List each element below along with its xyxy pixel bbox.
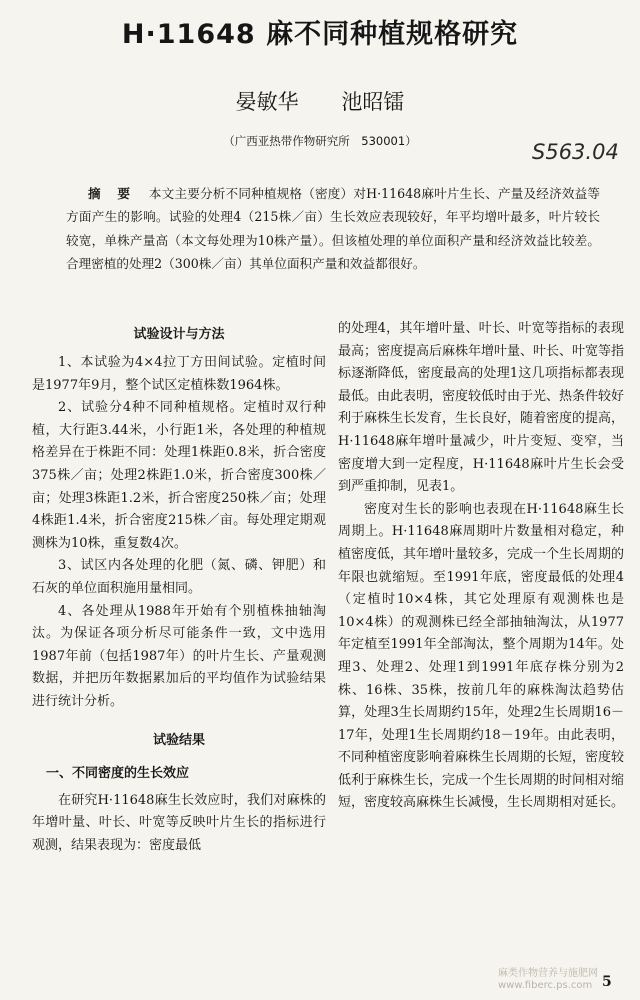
paragraph: 密度对生长的影响也表现在H·11648麻生长周期上。H·11648麻周期叶片数量相对稳定，种植密度低，其年增叶量较多，完成一个生长周期的年限也就缩短。至1991年底，密度最低的处理4（定植时10×4株，其它处理原有观测株也是10×4株）的观测株已经全部抽轴淘汰，从1977年定植至1991年全部淘汰，整个周期为14年。处理3、处理2、处理1到1991年底存株分别为2株、16株、35株，按前几年的麻株淘汰趋势估算，处理3生长周期约15年，处理2生长周期16－17年，处理1生长周期约18－19年。由此表明，不同种植密度影响着麻株生长周期的长短，密度较低利于麻株生长，完成一个生长周期的时间相对缩短，密度较高麻株生长减慢，生长周期相对延长。 [338, 501, 625, 811]
watermark-line: 麻类作物营养与施肥网 [498, 968, 598, 979]
paragraph: 的处理4，其年增叶量、叶长、叶宽等指标的表现最高；密度提高后麻株年增叶量、叶长、叶宽等指标逐渐降低，密度最高的处理1这几项指标都表现最低。由此表明，密度较低时由于光、热条件较好利于麻株生长发育，生长良好，随着密度的提高，H·11648麻年增叶量减少，叶片变短、变窄，当密度增大到一定程度，H·11648麻叶片生长会受到严重抑制，见表1。 [338, 321, 625, 495]
watermark [498, 968, 598, 992]
handwritten-classification-note: S563.04 [532, 140, 619, 164]
page-number: 5 [602, 974, 612, 990]
paragraph: 3、试区内各处理的化肥（氮、磷、钾肥）和石灰的单位面积施用量相同。 [32, 558, 326, 596]
watermark-url: www.fiberc.ps.com [498, 980, 593, 991]
paragraph: 4、各处理从1988年开始有个别植株抽轴淘汰。为保证各项分析尽可能条件一致，文中选用1987年前（包括1987年）的叶片生长、产量观测数据，并把历年数据累加后的平均值作为试验结果进行统计分析。 [32, 603, 326, 709]
paragraph: 在研究H·11648麻生长效应时，我们对麻株的年增叶量、叶长、叶宽等反映叶片生长的指标进行观测，结果表现为：密度最低 [32, 792, 326, 853]
subsection-heading-growth: 一、不同密度的生长效应 [46, 765, 190, 781]
paragraph: 1、本试验为4×4拉丁方田间试验。定植时间是1977年9月，整个试区定植株数1964株。 [32, 355, 326, 393]
abstract-label: 摘 要 [88, 186, 137, 201]
author-affiliation: （广西亚热带作物研究所 530001） [223, 134, 417, 148]
paper-title: H·11648 麻不同种植规格研究 [121, 19, 519, 50]
paragraph: 2、试验分4种不同种植规格。定植时双行种植，大行距3.44米，小行距1米，各处理的种植规格差异在于株距不同：处理1株距0.8米，折合密度375株／亩；处理2株距1.0米，折合密度300株／亩；处理3株距1.2米，折合密度250株／亩；处理4株距1.4米，折合密度215株／亩。每处理定期观测株为10株，重复数4次。 [32, 400, 326, 551]
abstract [66, 182, 600, 276]
left-column [32, 318, 326, 857]
abstract-text: 本文主要分析不同种植规格（密度）对H·11648麻叶片生长、产量及经济效益等方面产生的影响。试验的处理4（215株／亩）生长效应表现较好，年平均增叶最多，叶片较长较宽，单株产量高（本文每处理为10株产量）。但该植处理的单位面积产量和经济效益比较差。合理密植的处理2（300株／亩）其单位面积产量和效益都很好。 [66, 186, 600, 272]
section-heading-design: 试验设计与方法 [133, 327, 225, 342]
section-heading-results: 试验结果 [152, 732, 205, 748]
paper-authors: 晏敏华 池昭镭 [235, 90, 405, 114]
right-column [338, 318, 624, 815]
